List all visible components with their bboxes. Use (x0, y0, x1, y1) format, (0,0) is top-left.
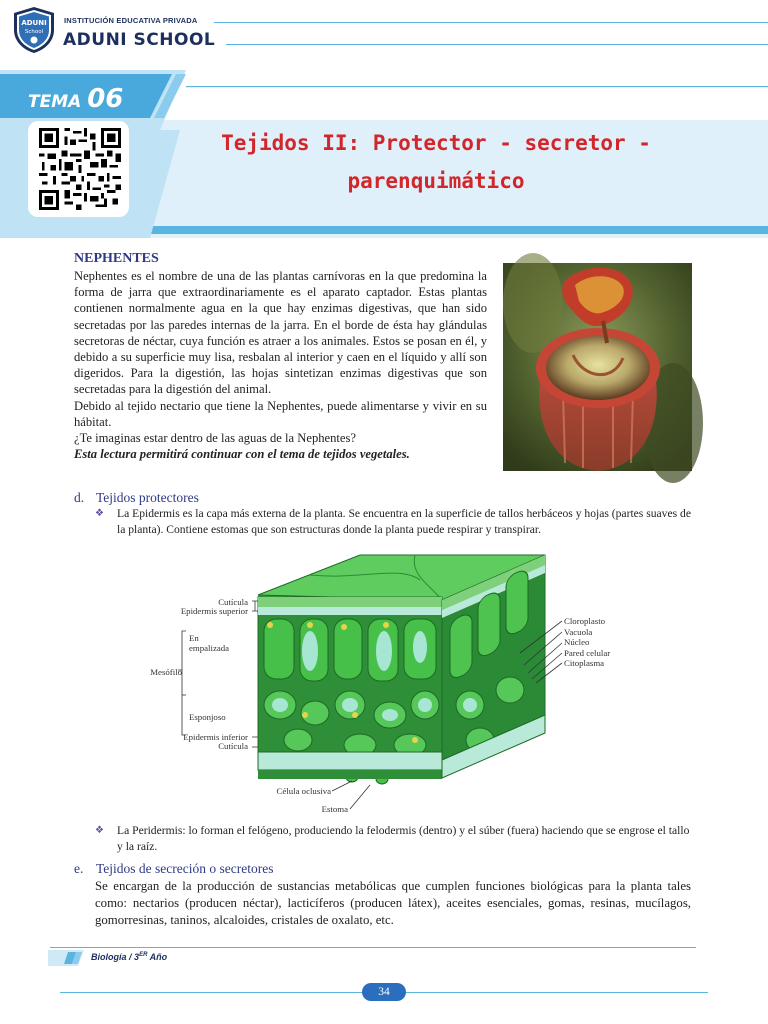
svg-text:Célula oclusiva: Célula oclusiva (276, 786, 331, 796)
svg-text:Epidermis inferior: Epidermis inferior (183, 732, 248, 742)
intro-paragraph: Debido al tejido nectario que tiene la Nephentes, puede alimentarse y vivir en su hábitat. (74, 398, 487, 429)
header-rule-bottom (226, 44, 768, 45)
school-name: ADUNI SCHOOL (63, 30, 216, 50)
intro-paragraph: Nephentes es el nombre de una de las plantas carnívoras en la que predomina la forma de jarra que extraordinariamente es el aparato captador. Estas plantas contienen normalmente agua en la que hay enzimas digestivas, que han sido secretadas por las paredes internas de la jarra. En el borde de ésta hay glándulas secretoras de néctar, cuya función es atraer a los animales. Estos se posan en él, y debido a su superficie muy lisa, resbalan al interior y caen en el líquido y allí son digeridos. Para la digestión, las hojas sintetizan enzimas digestivas que son secretadas para la digestión del animal. (74, 269, 487, 397)
intro-text (74, 268, 487, 462)
svg-text:Esponjoso: Esponjoso (189, 712, 226, 722)
svg-text:Cutícula: Cutícula (218, 597, 248, 607)
topic-label: TEMA 06 (28, 84, 124, 114)
title-line-2: parenquimático (347, 169, 525, 193)
bullet-peridermis: ❖ La Peridermis: lo forman el felógeno, produciendo la felodermis (dentro) y el súber (fuera) haciendo que se engrose el tallo y la raíz. (95, 824, 690, 853)
svg-text:empalizada: empalizada (189, 643, 230, 653)
diamond-bullet-icon: ❖ (95, 825, 104, 836)
intro-closing: Esta lectura permitirá continuar con el tema de tejidos vegetales. (74, 447, 410, 462)
svg-text:Citoplasma: Citoplasma (564, 658, 605, 668)
header-rule-top (214, 22, 768, 23)
svg-text:Vacuola: Vacuola (564, 627, 593, 637)
page-number: 34 (362, 983, 406, 1001)
section-e-title: Tejidos de secreción o secretores (96, 861, 274, 876)
svg-text:School: School (24, 29, 44, 35)
section-d-heading: d. Tejidos protectores (74, 490, 199, 505)
bullet-epidermis: ❖ La Epidermis es la capa más externa de la planta. Se encuentra en la superficie de tallos herbáceos y hojas (partes suaves de la planta). Contiene estomas que son estructuras donde la planta puede respirar y transpirar. (95, 507, 691, 536)
qr-code-icon[interactable] (37, 128, 123, 210)
svg-text:Mesófilo: Mesófilo (150, 667, 182, 677)
section-e-text: Se encargan de la producción de sustancias metabólicas que cumplen funciones biológicas para la planta tales como: nectarios (producen néctar), lacticíferos (producen látex), aceites esenciales, gomas, resinas, mucílagos, gomorresinas, taninos, alcaloides, cristales de oxalato, etc. (95, 879, 691, 927)
svg-text:Estoma: Estoma (321, 804, 348, 814)
title-line-1: Tejidos II: Protector - secretor - (221, 131, 651, 155)
svg-text:Pared celular: Pared celular (564, 648, 611, 658)
diamond-bullet-icon: ❖ (95, 508, 104, 519)
section-d-title: Tejidos protectores (96, 490, 199, 505)
footer-subject: Biología / 3ER Año (91, 952, 168, 962)
section-e-heading: e. Tejidos de secreción o secretores (74, 861, 274, 876)
svg-text:ADUNI: ADUNI (21, 19, 47, 27)
svg-text:En: En (189, 633, 199, 643)
page-title (196, 124, 676, 200)
school-shield-icon (12, 6, 56, 54)
svg-text:Cutícula: Cutícula (218, 741, 248, 751)
section-heading: NEPHENTES (74, 251, 159, 266)
svg-text:Epidermis superior: Epidermis superior (180, 606, 248, 616)
topic-number: 06 (87, 84, 124, 114)
intro-question: ¿Te imaginas estar dentro de las aguas de la Nephentes? (74, 431, 357, 446)
svg-text:Núcleo: Núcleo (564, 637, 590, 647)
leaf-cross-section-diagram (150, 555, 630, 815)
nephentes-photo (503, 263, 692, 471)
institution-label: INSTITUCIÓN EDUCATIVA PRIVADA (64, 16, 198, 25)
svg-text:Cloroplasto: Cloroplasto (564, 616, 606, 626)
footer-rule (50, 947, 696, 948)
